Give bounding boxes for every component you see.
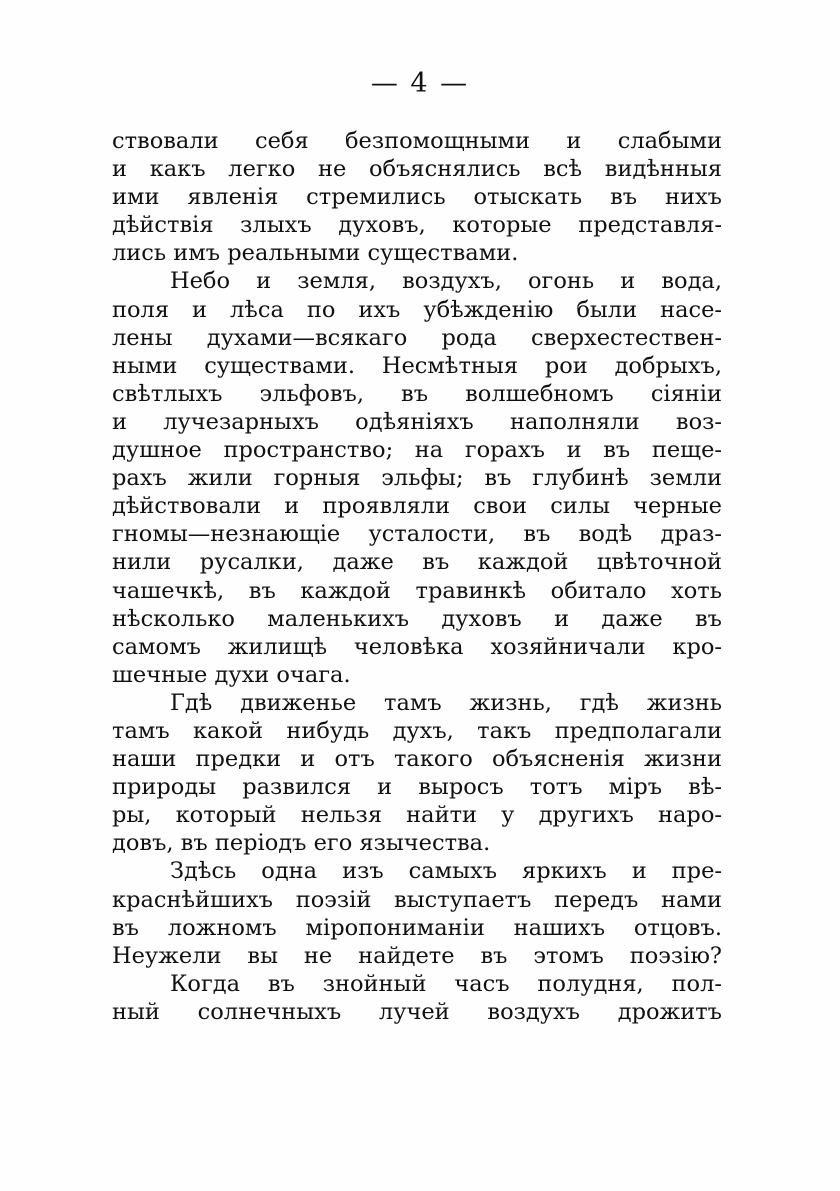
text-line: тамъ какой нибудь духъ, такъ предполагали [112, 717, 722, 744]
text-line: лены духами—всякаго рода сверхестествен- [112, 324, 722, 351]
text-line: рахъ жили горныя эльфы; въ глубинѣ земли [112, 465, 722, 492]
paragraph-start-line: Небо и земля, воздухъ, огонь и вода, [170, 268, 722, 295]
text-line: нили русалки, даже въ каждой цвѣточной [112, 549, 722, 576]
text-line: и какъ легко не объяснялись всѣ видѣнныя [112, 156, 722, 183]
text-line: довъ, въ періодъ его язычества. [112, 830, 491, 857]
text-line: природы развился и выросъ тотъ міръ вѣ- [112, 774, 722, 801]
paragraph-start-line: Когда въ знойный часъ полудня, пол- [170, 970, 722, 997]
text-line: шечные духи очага. [112, 661, 351, 688]
text-line: гномы—незнающіе усталости, въ водѣ драз- [112, 521, 722, 548]
text-line: поля и лѣса по ихъ убѣжденію были насе- [112, 296, 722, 323]
text-line: наши предки и отъ такого объясненія жизни [112, 746, 722, 773]
text-line: дѣйствовали и проявляли свои силы черные [112, 493, 722, 520]
text-line: краснѣйшихъ поэзій выступаетъ передъ нами [112, 886, 722, 913]
page-number: — 4 — [370, 68, 470, 99]
text-line: ими явленія стремились отыскать въ нихъ [112, 184, 722, 211]
body-text [112, 127, 722, 1026]
text-line: ными существами. Несмѣтныя рои добрыхъ, [112, 352, 722, 379]
text-line: Неужели вы не найдете въ этомъ поэзію? [112, 942, 722, 969]
text-line: и лучезарныхъ одѣяніяхъ наполняли воз- [112, 408, 722, 435]
text-line: свѣтлыхъ эльфовъ, въ волшебномъ сіяніи [112, 380, 722, 407]
paragraph-start-line: Здѣсь одна изъ самыхъ яркихъ и пре- [170, 858, 722, 885]
text-line: въ ложномъ міропониманіи нашихъ отцовъ. [112, 914, 722, 941]
text-line: самомъ жилищѣ человѣка хозяйничали кро- [112, 633, 722, 660]
text-line: лись имъ реальными существами. [112, 240, 519, 267]
text-line: дѣйствія злыхъ духовъ, которые представля- [112, 212, 722, 239]
text-line: чашечкѣ, въ каждой травинкѣ обитало хоть [112, 577, 722, 604]
text-line: ствовали себя безпомощными и слабыми [112, 128, 722, 154]
text-line: нѣсколько маленькихъ духовъ и даже въ [112, 605, 722, 632]
paragraph-start-line: Гдѣ движенье тамъ жизнь, гдѣ жизнь [170, 689, 722, 716]
text-line: ры, который нельзя найти у другихъ наро- [112, 802, 722, 829]
text-line: ный солнечныхъ лучей воздухъ дрожитъ [112, 998, 722, 1025]
text-line: душное пространство; на горахъ и въ пеще- [112, 437, 722, 464]
